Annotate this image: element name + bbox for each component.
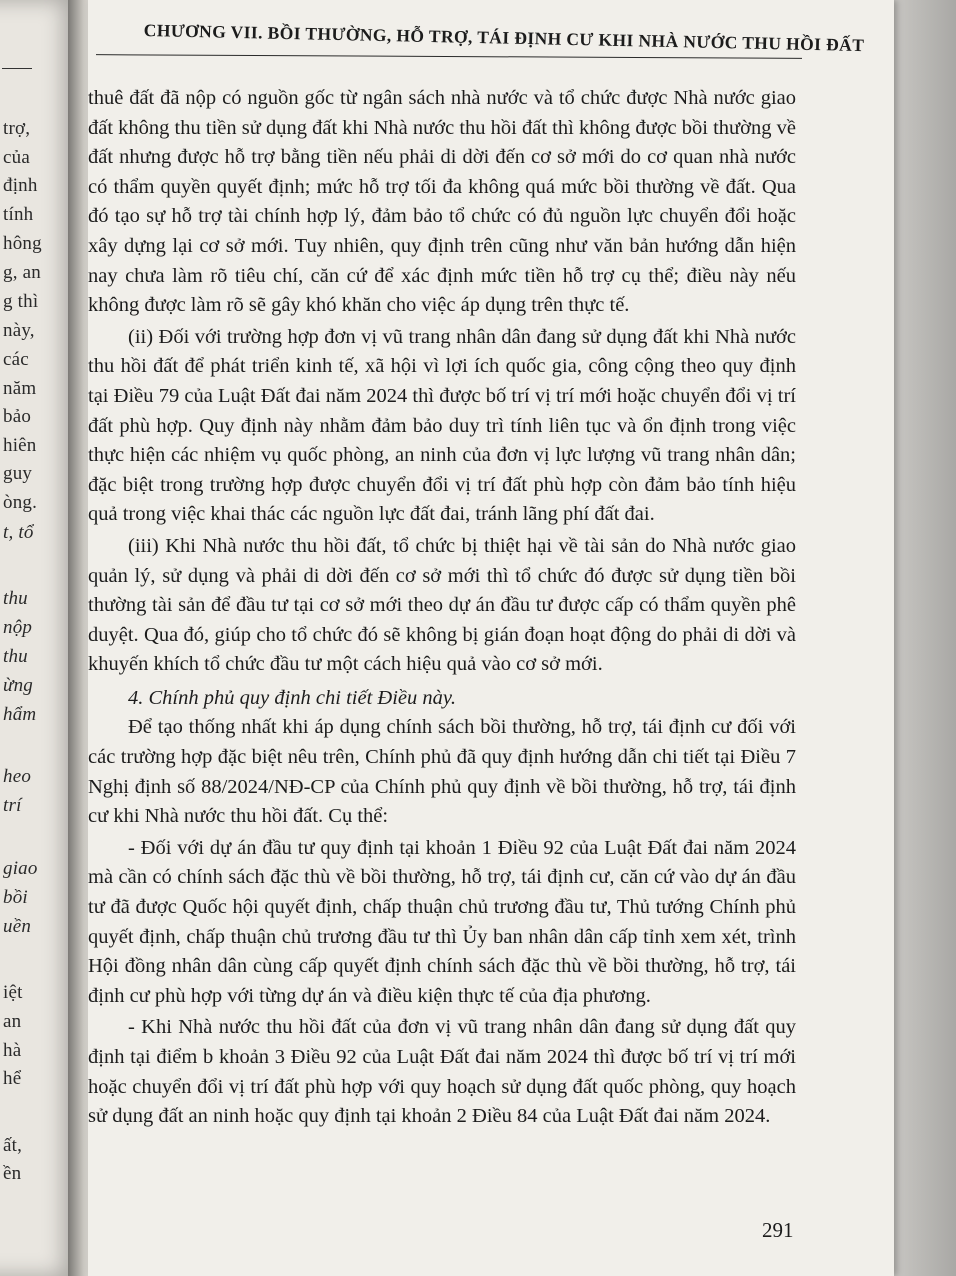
right-page	[88, 0, 894, 1276]
left-page-text-fragment: ất,	[3, 1135, 23, 1156]
paragraph: - Đối với dự án đầu tư quy định tại khoản 1 Điều 92 của Luật Đất đai năm 2024 mà cần có chính sách đặc thù về bồi thường, hỗ trợ, tái định cư, căn cứ vào dự án đầu tư đã được Quốc hội quyết định, chấp thuận chủ trương đầu tư, Thủ tướng Chính phủ quyết định, chấp thuận chủ trương đầu tư thì Ủy ban nhân dân cấp tỉnh xem xét, trình Hội đồng nhân dân cùng cấp quyết định chính sách đặc thù về bồi thường, hỗ trợ, tái định cư phù hợp với từng dự án và điều kiện thực tế của địa phương.	[88, 836, 796, 1007]
left-page-text-fragment: g thì	[3, 291, 39, 312]
left-page-text-fragment: bảo	[3, 406, 32, 427]
left-page-text-fragment: nộp	[3, 617, 33, 638]
left-page-text-fragment: iệt	[3, 982, 23, 1003]
left-page	[0, 0, 78, 1276]
section-heading: 4. Chính phủ quy định chi tiết Điều này.	[128, 686, 456, 709]
left-page-text-fragment: trí	[3, 795, 22, 816]
left-page-text-fragment: này,	[3, 320, 35, 341]
paragraph: (ii) Đối với trường hợp đơn vị vũ trang nhân dân đang sử dụng đất khi Nhà nước thu hồi đất để phát triển kinh tế, xã hội vì lợi ích quốc gia, công cộng theo quy định tại Điều 79 của Luật Đất đai năm 2024 thì được bố trí vị trí mới hoặc chuyển đổi vị trí đất phù hợp. Quy định này nhằm đảm bảo duy trì tính liên tục và ổn định trong việc thực hiện các nhiệm vụ quốc phòng, an ninh của đơn vị lực lượng vũ trang nhân dân; đặc biệt trong trường hợp được chuyển đổi vị trí đất phù hợp còn đảm bảo tính hiệu quả trong việc khai thác các nguồn lực đất đai, tránh lãng phí đất đai.	[88, 325, 796, 526]
left-page-text-fragment: òng.	[3, 492, 38, 513]
paragraph: thuê đất đã nộp có nguồn gốc từ ngân sách nhà nước và tổ chức được Nhà nước giao đất không thu tiền sử dụng đất khi Nhà nước thu hồi đất thì không được bồi thường về đất nhưng được hỗ trợ bằng tiền nếu phải di dời đến cơ sở mới do cơ quan nhà nước có thẩm quyền quyết định; mức hỗ trợ tối đa không quá mức bồi thường về đất. Qua đó tạo sự hỗ trợ tài chính hợp lý, đảm bảo tổ chức có đủ nguồn lực chuyển đổi hoặc xây dựng lại cơ sở mới. Tuy nhiên, quy định trên cũng như văn bản hướng dẫn hiện nay chưa làm rõ tiêu chí, căn cứ để xác định mức tiền hỗ trợ cụ thể; điều này nếu không được làm rõ sẽ gây khó khăn cho việc áp dụng trên thực tế.	[88, 87, 796, 317]
left-page-text-fragment: guy	[3, 463, 33, 484]
left-page-text-fragment: hể	[3, 1068, 22, 1089]
left-page-text-fragment: thu	[3, 588, 28, 609]
left-page-text-fragment: bồi	[3, 887, 28, 908]
left-page-text-fragment: t, tổ	[3, 522, 34, 543]
left-page-text-fragment: của	[3, 147, 30, 168]
page-number: 291	[762, 1218, 794, 1242]
left-page-text-fragment: g, an	[3, 262, 41, 283]
left-page-text-fragment: ừng	[3, 675, 33, 696]
left-page-text-fragment: năm	[3, 378, 37, 399]
paragraph: Để tạo thống nhất khi áp dụng chính sách bồi thường, hỗ trợ, tái định cư đối với các trường hợp đặc biệt nêu trên, Chính phủ đã quy định hướng dẫn chi tiết tại Điều 7 Nghị định số 88/2024/NĐ-CP của Chính phủ quy định về bồi thường, hỗ trợ, tái định cư khi Nhà nước thu hồi đất. Cụ thể:	[88, 716, 796, 828]
left-page-text-fragment: ền	[3, 1163, 22, 1184]
left-page-text-fragment: trợ,	[3, 118, 31, 139]
left-page-text-fragment: uền	[3, 916, 32, 937]
left-page-text-fragment: hà	[3, 1040, 22, 1061]
left-page-text-fragment: hông	[3, 233, 42, 254]
paragraph: - Khi Nhà nước thu hồi đất của đơn vị vũ trang nhân dân đang sử dụng đất quy định tại điểm b khoản 3 Điều 92 của Luật Đất đai năm 2024 thì được bố trí vị trí mới hoặc chuyển đổi vị trí đất phù hợp với quy hoạch sử dụng đất quốc phòng, quy hoạch sử dụng đất an ninh hoặc quy định tại khoản 2 Điều 84 của Luật Đất đai năm 2024.	[88, 1016, 796, 1128]
left-page-text-fragment: tính	[3, 204, 34, 225]
page-body	[88, 84, 796, 1132]
left-page-text-fragment: hẩm	[3, 704, 37, 725]
left-page-text-fragment: an	[3, 1011, 22, 1032]
left-page-rule	[2, 68, 32, 69]
left-page-text-fragment: định	[3, 175, 38, 196]
left-page-text-fragment: giao	[3, 858, 38, 879]
left-page-text-fragment: heo	[3, 766, 32, 787]
header-rule	[96, 54, 802, 59]
chapter-header: CHƯƠNG VII. BỒI THƯỜNG, HỖ TRỢ, TÁI ĐỊNH CƯ KHI NHÀ NƯỚC THU HỒI ĐẤT	[143, 20, 865, 56]
left-page-text-fragment: hiên	[3, 435, 37, 456]
paragraph: (iii) Khi Nhà nước thu hồi đất, tổ chức bị thiệt hại về tài sản do Nhà nước giao quản lý, sử dụng và phải di dời đến cơ sở mới thì tổ chức đó được sử dụng tiền bồi thường tài sản để đầu tư tại cơ sở mới theo dự án đầu tư được cấp có thẩm quyền phê duyệt. Qua đó, giúp cho tổ chức đó sẽ không bị gián đoạn hoạt động do phải di dời và khuyến khích tổ chức đầu tư một cách hiệu quả vào cơ sở mới.	[88, 534, 796, 676]
left-page-text-fragment: thu	[3, 646, 28, 667]
left-page-text-fragment: các	[3, 349, 29, 370]
